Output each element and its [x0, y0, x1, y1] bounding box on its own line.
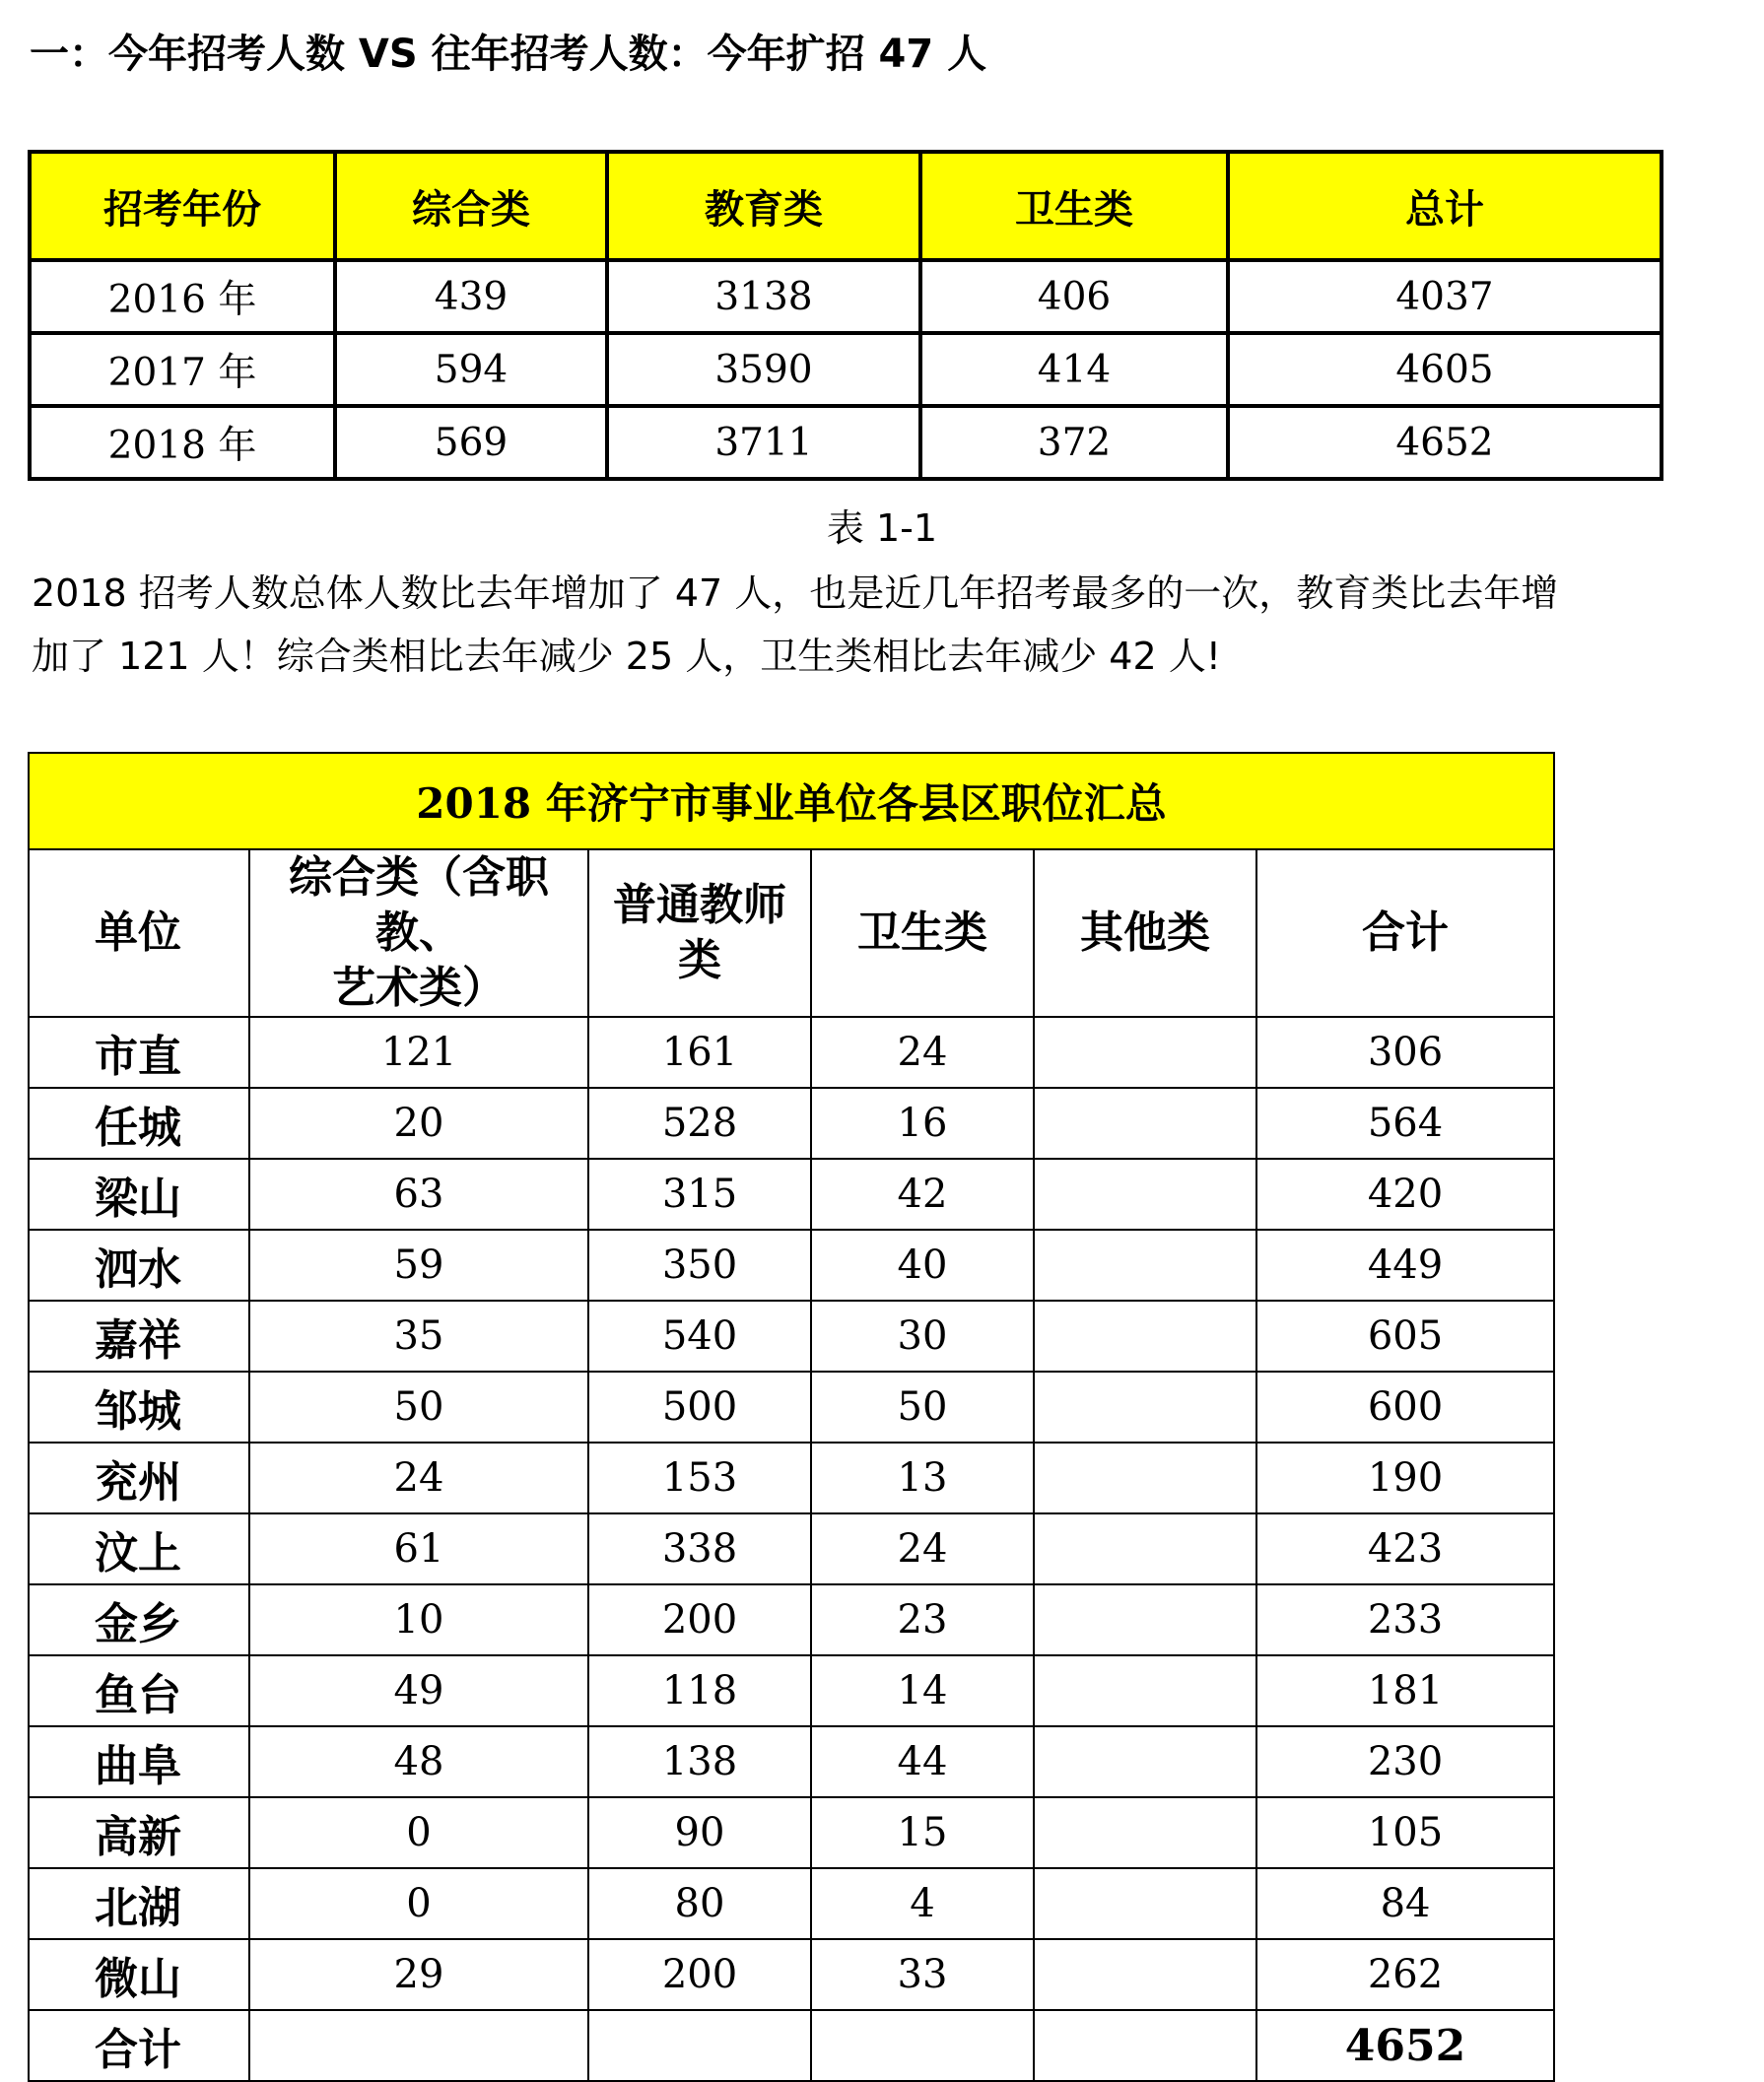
table2-header-row [29, 849, 1554, 1017]
header-general-line1: 综合类（含职教、 [289, 852, 549, 958]
table-cell: 306 [1256, 1017, 1554, 1088]
table-row [29, 1372, 1554, 1443]
table-cell: 0 [249, 1868, 588, 1939]
table-cell: 10 [249, 1584, 588, 1655]
table-cell: 181 [1256, 1655, 1554, 1726]
table-cell [1034, 1159, 1256, 1230]
header-education: 教育类 [607, 152, 920, 260]
table-row [30, 260, 1662, 333]
table2-title: 2018 年济宁市事业单位各县区职位汇总 [29, 753, 1554, 849]
unit-name: 北湖 [29, 1868, 249, 1939]
table-row [29, 1584, 1554, 1655]
table-row [29, 1301, 1554, 1372]
table-cell: 372 [920, 406, 1228, 479]
table-cell: 449 [1256, 1230, 1554, 1301]
table-row [29, 1017, 1554, 1088]
header-teacher-line2: 类 [678, 935, 721, 985]
table-cell: 121 [249, 1017, 588, 1088]
table-cell [1034, 1939, 1256, 2010]
header-general: 综合类 [335, 152, 607, 260]
table-cell: 30 [811, 1301, 1034, 1372]
table-cell: 24 [811, 1513, 1034, 1584]
table-row [29, 1513, 1554, 1584]
table-cell: 48 [249, 1726, 588, 1797]
table-cell: 20 [249, 1088, 588, 1159]
unit-name: 市直 [29, 1017, 249, 1088]
table-cell: 406 [920, 260, 1228, 333]
table-row [29, 1088, 1554, 1159]
table-cell: 233 [1256, 1584, 1554, 1655]
table-cell: 420 [1256, 1159, 1554, 1230]
table-row [29, 1868, 1554, 1939]
positions-by-district-table [28, 752, 1555, 2082]
section-heading: 一：今年招考人数 VS 往年招考人数：今年扩招 47 人 [30, 32, 987, 77]
table-cell: 350 [588, 1230, 811, 1301]
table-cell [1034, 1797, 1256, 1868]
table-cell: 200 [588, 1584, 811, 1655]
unit-name: 高新 [29, 1797, 249, 1868]
table-cell: 594 [335, 333, 607, 406]
table-cell: 600 [1256, 1372, 1554, 1443]
table-cell: 40 [811, 1230, 1034, 1301]
table-cell [1034, 1655, 1256, 1726]
table-cell: 262 [1256, 1939, 1554, 2010]
table-cell: 500 [588, 1372, 811, 1443]
table-cell: 153 [588, 1443, 811, 1513]
table-cell: 315 [588, 1159, 811, 1230]
table-cell: 50 [811, 1372, 1034, 1443]
unit-name: 汶上 [29, 1513, 249, 1584]
table-row [30, 333, 1662, 406]
table-row [30, 406, 1662, 479]
header-other: 其他类 [1034, 849, 1256, 1017]
table-cell: 16 [811, 1088, 1034, 1159]
table1-header-row [30, 152, 1662, 260]
table-cell: 105 [1256, 1797, 1554, 1868]
table-cell: 59 [249, 1230, 588, 1301]
header-health: 卫生类 [920, 152, 1228, 260]
table-cell: 540 [588, 1301, 811, 1372]
total-row [29, 2010, 1554, 2081]
table-cell: 42 [811, 1159, 1034, 1230]
table-row [29, 1655, 1554, 1726]
table-cell [588, 2010, 811, 2081]
table-cell: 605 [1256, 1301, 1554, 1372]
table-cell: 2016 年 [30, 260, 335, 333]
table-cell: 44 [811, 1726, 1034, 1797]
table-cell: 4652 [1228, 406, 1662, 479]
table-cell [1034, 1088, 1256, 1159]
table-cell: 414 [920, 333, 1228, 406]
unit-name: 合计 [29, 2010, 249, 2081]
summary-line-1: 2018 招考人数总体人数比去年增加了 47 人，也是近几年招考最多的一次，教育类比去年增 [32, 571, 1559, 615]
table-cell: 24 [811, 1017, 1034, 1088]
table-cell: 230 [1256, 1726, 1554, 1797]
table-cell [1034, 1301, 1256, 1372]
header-year: 招考年份 [30, 152, 335, 260]
table-cell: 4652 [1256, 2010, 1554, 2081]
table-cell: 2017 年 [30, 333, 335, 406]
table-cell: 4 [811, 1868, 1034, 1939]
table-cell: 528 [588, 1088, 811, 1159]
unit-name: 梁山 [29, 1159, 249, 1230]
table-cell [1034, 1584, 1256, 1655]
table-cell [1034, 1443, 1256, 1513]
header-health: 卫生类 [811, 849, 1034, 1017]
table-cell: 3590 [607, 333, 920, 406]
table-cell: 338 [588, 1513, 811, 1584]
table-row [29, 1939, 1554, 2010]
unit-name: 任城 [29, 1088, 249, 1159]
table-cell: 49 [249, 1655, 588, 1726]
table-cell: 138 [588, 1726, 811, 1797]
table-cell: 61 [249, 1513, 588, 1584]
table-cell: 161 [588, 1017, 811, 1088]
table-cell: 29 [249, 1939, 588, 2010]
header-total: 总计 [1228, 152, 1662, 260]
table-cell [1034, 1017, 1256, 1088]
table-cell [1034, 1230, 1256, 1301]
unit-name: 泗水 [29, 1230, 249, 1301]
table-cell: 4037 [1228, 260, 1662, 333]
unit-name: 鱼台 [29, 1655, 249, 1726]
table-cell [1034, 2010, 1256, 2081]
summary-line-2: 加了 121 人！综合类相比去年减少 25 人，卫生类相比去年减少 42 人! [32, 635, 1221, 678]
unit-name: 邹城 [29, 1372, 249, 1443]
unit-name: 金乡 [29, 1584, 249, 1655]
table-cell [1034, 1513, 1256, 1584]
summary-paragraph [32, 562, 1751, 688]
table-cell: 14 [811, 1655, 1034, 1726]
header-teacher [588, 849, 811, 1017]
table-cell: 190 [1256, 1443, 1554, 1513]
table-cell [249, 2010, 588, 2081]
header-general-incl [249, 849, 588, 1017]
table-row [29, 1159, 1554, 1230]
table-cell: 3711 [607, 406, 920, 479]
table-row [29, 1443, 1554, 1513]
table-cell: 13 [811, 1443, 1034, 1513]
table-cell: 0 [249, 1797, 588, 1868]
applicants-by-year-table [28, 150, 1663, 481]
table-cell: 118 [588, 1655, 811, 1726]
unit-name: 微山 [29, 1939, 249, 2010]
table-cell: 90 [588, 1797, 811, 1868]
table-cell: 80 [588, 1868, 811, 1939]
unit-name: 嘉祥 [29, 1301, 249, 1372]
table-row [29, 1797, 1554, 1868]
table-cell: 200 [588, 1939, 811, 2010]
table-cell [811, 2010, 1034, 2081]
table-cell: 23 [811, 1584, 1034, 1655]
table-cell: 24 [249, 1443, 588, 1513]
table-row [29, 1726, 1554, 1797]
table-cell: 50 [249, 1372, 588, 1443]
header-general-line2: 艺术类） [332, 963, 506, 1013]
table-caption: 表 1-1 [826, 506, 938, 550]
table-cell: 33 [811, 1939, 1034, 2010]
table-cell: 564 [1256, 1088, 1554, 1159]
table-cell [1034, 1372, 1256, 1443]
table-cell: 2018 年 [30, 406, 335, 479]
table-cell: 84 [1256, 1868, 1554, 1939]
table-cell: 15 [811, 1797, 1034, 1868]
table-cell: 63 [249, 1159, 588, 1230]
table-cell: 423 [1256, 1513, 1554, 1584]
header-teacher-line1: 普通教师 [613, 880, 786, 930]
table-cell [1034, 1868, 1256, 1939]
table-cell: 3138 [607, 260, 920, 333]
table-cell [1034, 1726, 1256, 1797]
table-cell: 569 [335, 406, 607, 479]
header-sum: 合计 [1256, 849, 1554, 1017]
header-unit: 单位 [29, 849, 249, 1017]
unit-name: 兖州 [29, 1443, 249, 1513]
table-cell: 35 [249, 1301, 588, 1372]
unit-name: 曲阜 [29, 1726, 249, 1797]
table-cell: 439 [335, 260, 607, 333]
table-row [29, 1230, 1554, 1301]
table-cell: 4605 [1228, 333, 1662, 406]
